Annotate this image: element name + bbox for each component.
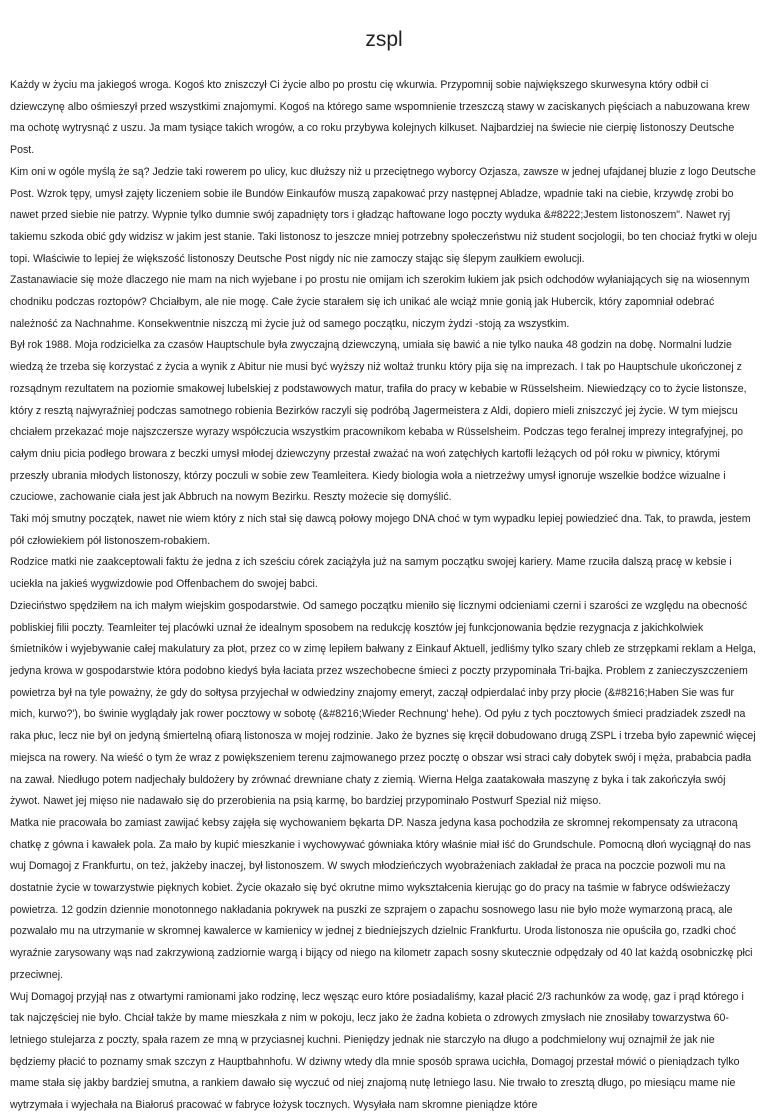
paragraph: Rodzice matki nie zaakceptowali faktu że jedna z ich sześciu córek zaciążyła już na samym początku swojej kariery. Mame rzuciła dalszą pracę w kebsie i uciekła na jakieś wygwizdowie pod Offenbachem do swojej babci. xyxy=(10,556,732,591)
paragraph: Zastanawiacie się może dlaczego nie mam na nich wyjebane i po prostu nie omijam ich szerokim łukiem jak psich odchodów wyłaniających się na wiosennym chodniku podczas roztopów? Chciałbym, ale nie mogę. Całe życie starałem się ich unikać ale wciąż mnie gonią jak Hubercik, który zapomniał odebrać należność za Nachnahme. Konsekwentnie niszczą mi życie już od samego początku, niczym żydzi -stoją za wszystkim. xyxy=(10,274,750,330)
paragraph: Dzieciństwo spędziłem na ich małym wiejskim gospodarstwie. Od samego początku mieniło się licznymi odcieniami czerni i szarości ze względu na obecność pobliskiej filii poczty. Teamleiter tej placówki uznał że idealnym sposobem na redukcję kosztów jej funkcjonowania będzie rezygnacja z jakichkolwiek śmietników i wyjebywanie całej makulatury za płot, przez co w zimę lepiłem bałwany z Einkauf Aktuell, jedliśmy tylko szary chleb ze strzępkami reklam a Helga, jedyna krowa w gospodarstwie która podobno kiedyś była łaciata przez wszechobecne śmieci z poczty przypominała Tri-bajka. Problem z zanieczyszczeniem powietrza był na tyle poważny, że gdy do sołtysa przyjechał w odwiedziny znajomy emeryt, zaczął odpierdalać inby przy płocie (&#8216;Haben Sie was fur mich, kurwo?'), bo świnie wyglądały jak rower pocztowy w sobotę (&#8216;Wieder Rechnung' hehe). Od pyłu z tych pocztowych śmieci pradziadek zszedł na raka płuc, lecz nie był on jedyną śmiertelną ofiarą listonosza w mojej rodzinie. Jako że byznes się kręcił dobudowano drugą ZSPL i trzeba było zapewnić więcej miejsca na rowery. Na wieść o tym że wraz z powiększeniem terenu zajmowanego przez pocztę o obszar wsi straci cały dobytek swój i męża, prababcia padła na zawał. Niedługo potem nadjechały buldożery by zrównać drewniane chaty z ziemią. Wierna Helga zaatakowała maszynę z byka i tak zakończyła swój żywot. Nawet jej mięso nie nadawało się do przerobienia na psią karmę, bo bardziej przypominało Postwurf Spezial niż mięso. xyxy=(10,599,756,808)
paragraph: Kim oni w ogóle myślą że są? Jedzie taki rowerem po ulicy, kuc dłuższy niż u przeciętnego wyborcy Ozjasza, zawsze w jednej ufajdanej bluzie z logo Deutsche Post. Wzrok tępy, umysł zajęty liczeniem sobie ile Bundów Einkaufów muszą zapakować przy następnej Abladze, wpadnie taki na ciebie, krzywdę zrobi bo nawet przed siebie nie patrzy. Wypnie tylko dumnie swój zapadnięty tors i gładząc haftowane logo poczty wyduka &#8222;Jestem listonoszem". Nawet ryj takiemu szkoda obić gdy widzisz w jakim jest stanie. Taki listonosz to jeszcze mniej potrzebny społeczeństwu niż student socjologii, bo ten chociaż frytki w oleju topi. Właściwie to lepiej że większość listonoszy Deutsche Post nigdy nic nie zamoczy stając się ślepym zaułkiem ewolucji. xyxy=(10,165,758,265)
page-title: zspl xyxy=(365,28,403,51)
document-body xyxy=(10,75,758,1117)
paragraph: Każdy w życiu ma jakiegoś wroga. Kogoś kto zniszczył Ci życie albo po prostu cię wkurwia. Przypomnij sobie największego skurwesyna który odbił ci dziewczynę albo ośmieszył przed wszystkimi znajomymi. Kogoś na którego same wspomnienie trzeszczą stawy w zaciskanych pięściach a nabuzowana krew ma ochotę wytrysnąć z uszu. Ja mam tysiące takich wrogów, a co roku przybywa kolejnych kilkuset. Najbardziej na świecie nie cierpię listonoszy Deutsche Post. xyxy=(10,79,750,157)
paragraph: Matka nie pracowała bo zamiast zawijać kebsy zajęła się wychowaniem bękarta DP. Nasza jedyna kasa pochodziła ze skromnej rekompensaty za utraconą chatkę z gówna i kawałek pola. Za mało by kupić mieszkanie i wychowywać gówniaka który właśnie miał iść do Grundschule. Pomocną dłoń wyciągnął do nas wuj Domagoj z Frankfurtu, on też, jakżeby inaczej, był listonoszem. W swych młodzieńczych wyobrażeniach zakładał że praca na poczcie pozwoli mu na dostatnie życie w towarzystwie pięknych kobiet. Życie okazało się być okrutne mimo wykształcenia kierując go do pracy na taśmie w fabryce odświeżaczy powietrza. 12 godzin dziennie monotonnego nakładania pokrywek na puszki ze szprajem o zapachu sosnowego lasu nie było może wymarzoną pracą, ale pozwalało mu na utrzymanie w skromnej kawalerce w kamienicy w jednej z biedniejszych dzielnic Frankfurtu. Uroda listonosza nie opuściła go, rzadki choć wyraźnie zarysowany wąs nad zakrzywioną zadziornie wargą i bijący od niego na kilometr zapach sosny skutecznie odpędzały od 40 lat każdą osobniczkę płci przeciwnej. xyxy=(10,816,753,981)
paragraph: Taki mój smutny początek, nawet nie wiem który z nich stał się dawcą połowy mojego DNA choć w tym wypadku lepiej powiedzieć dna. Tak, to prawda, jestem pół człowiekiem pół listonoszem-robakiem. xyxy=(10,513,751,547)
paragraph: Wuj Domagoj przyjął nas z otwartymi ramionami jako rodzinę, lecz węsząc euro które posiadaliśmy, kazał płacić 2/3 rachunków za wodę, gaz i prąd którego i tak najczęściej nie było. Chciał także by mame mieszkała z nim w pokoju, lecz jako że żadna kobieta o zdrowych zmysłach nie znosiłaby towarzystwa 60-letniego stulejarza z poczty, spała razem ze mną w przyciasnej kuchni. Pieniędzy jednak nie starczyło na długo a podchmielony wuj oznajmił że jak nie będziemy płacić to poznamy smak szczyn z Hauptbahnhofu. W dziwny wtedy dla mnie sposób sprawa ucichła, Domagoj przestał mówić o pieniądzach tylko mame stała się jakby bardziej smutna, a rankiem dawało się wyczuć od niej znajomą nutę letniego lasu. Nie trwało to zresztą długo, po miesiącu mame nie wytrzymała i wyjechała na Białoruś pracować w fabryce łożysk tocznych. Wysyłała nam skromne pieniądze które xyxy=(10,990,744,1112)
paragraph: Był rok 1988. Moja rodzicielka za czasów Hauptschule była zwyczajną dziewczyną, umiała się bawić a nie tylko nauka 48 godzin na dobę. Normalni ludzie wiedzą że trzeba się korzystać z życia a wynik z Abitur nie musi być wyższy niż woltaż trunku który pija się na imprezach. I tak po Hauptschule ukończonej z rozsądnym rezultatem na poziomie smakowej lubelskiej z podstawowych matur, trafiła do pracy w kebabie w Rüsselsheim. Niewiedzący co to życie listonsze, który z resztą najwyraźniej podczas samotnego robienia Bezirków raczyli się podróbą Jagermeistera z Aldi, dopiero mieli zniszczyć jej życie. W tym miejscu chciałem przekazać moje najszczersze wyrazy współczucia wszystkim pracownikom kebaba w Rüsselsheim. Podczas tego feralnej imprezy integrafyjnej, po całym dniu picia podłego browara z beczki umysł młodej dziewczyny przestał zważać na woń zatęchłych kartofli leżących od pół roku w piwnicy, którymi przeszły ubrania młodych listonoszy, którzy poczuli w sobie zew Teamleitera. Kiedy biologia woła a nietrzeźwy umysł ignoruje wszelkie bodźce wizualne i czuciowe, zachowanie ciała jest jak Abbruch na nowym Bezirku. Reszty możecie się domyślić. xyxy=(10,339,747,504)
